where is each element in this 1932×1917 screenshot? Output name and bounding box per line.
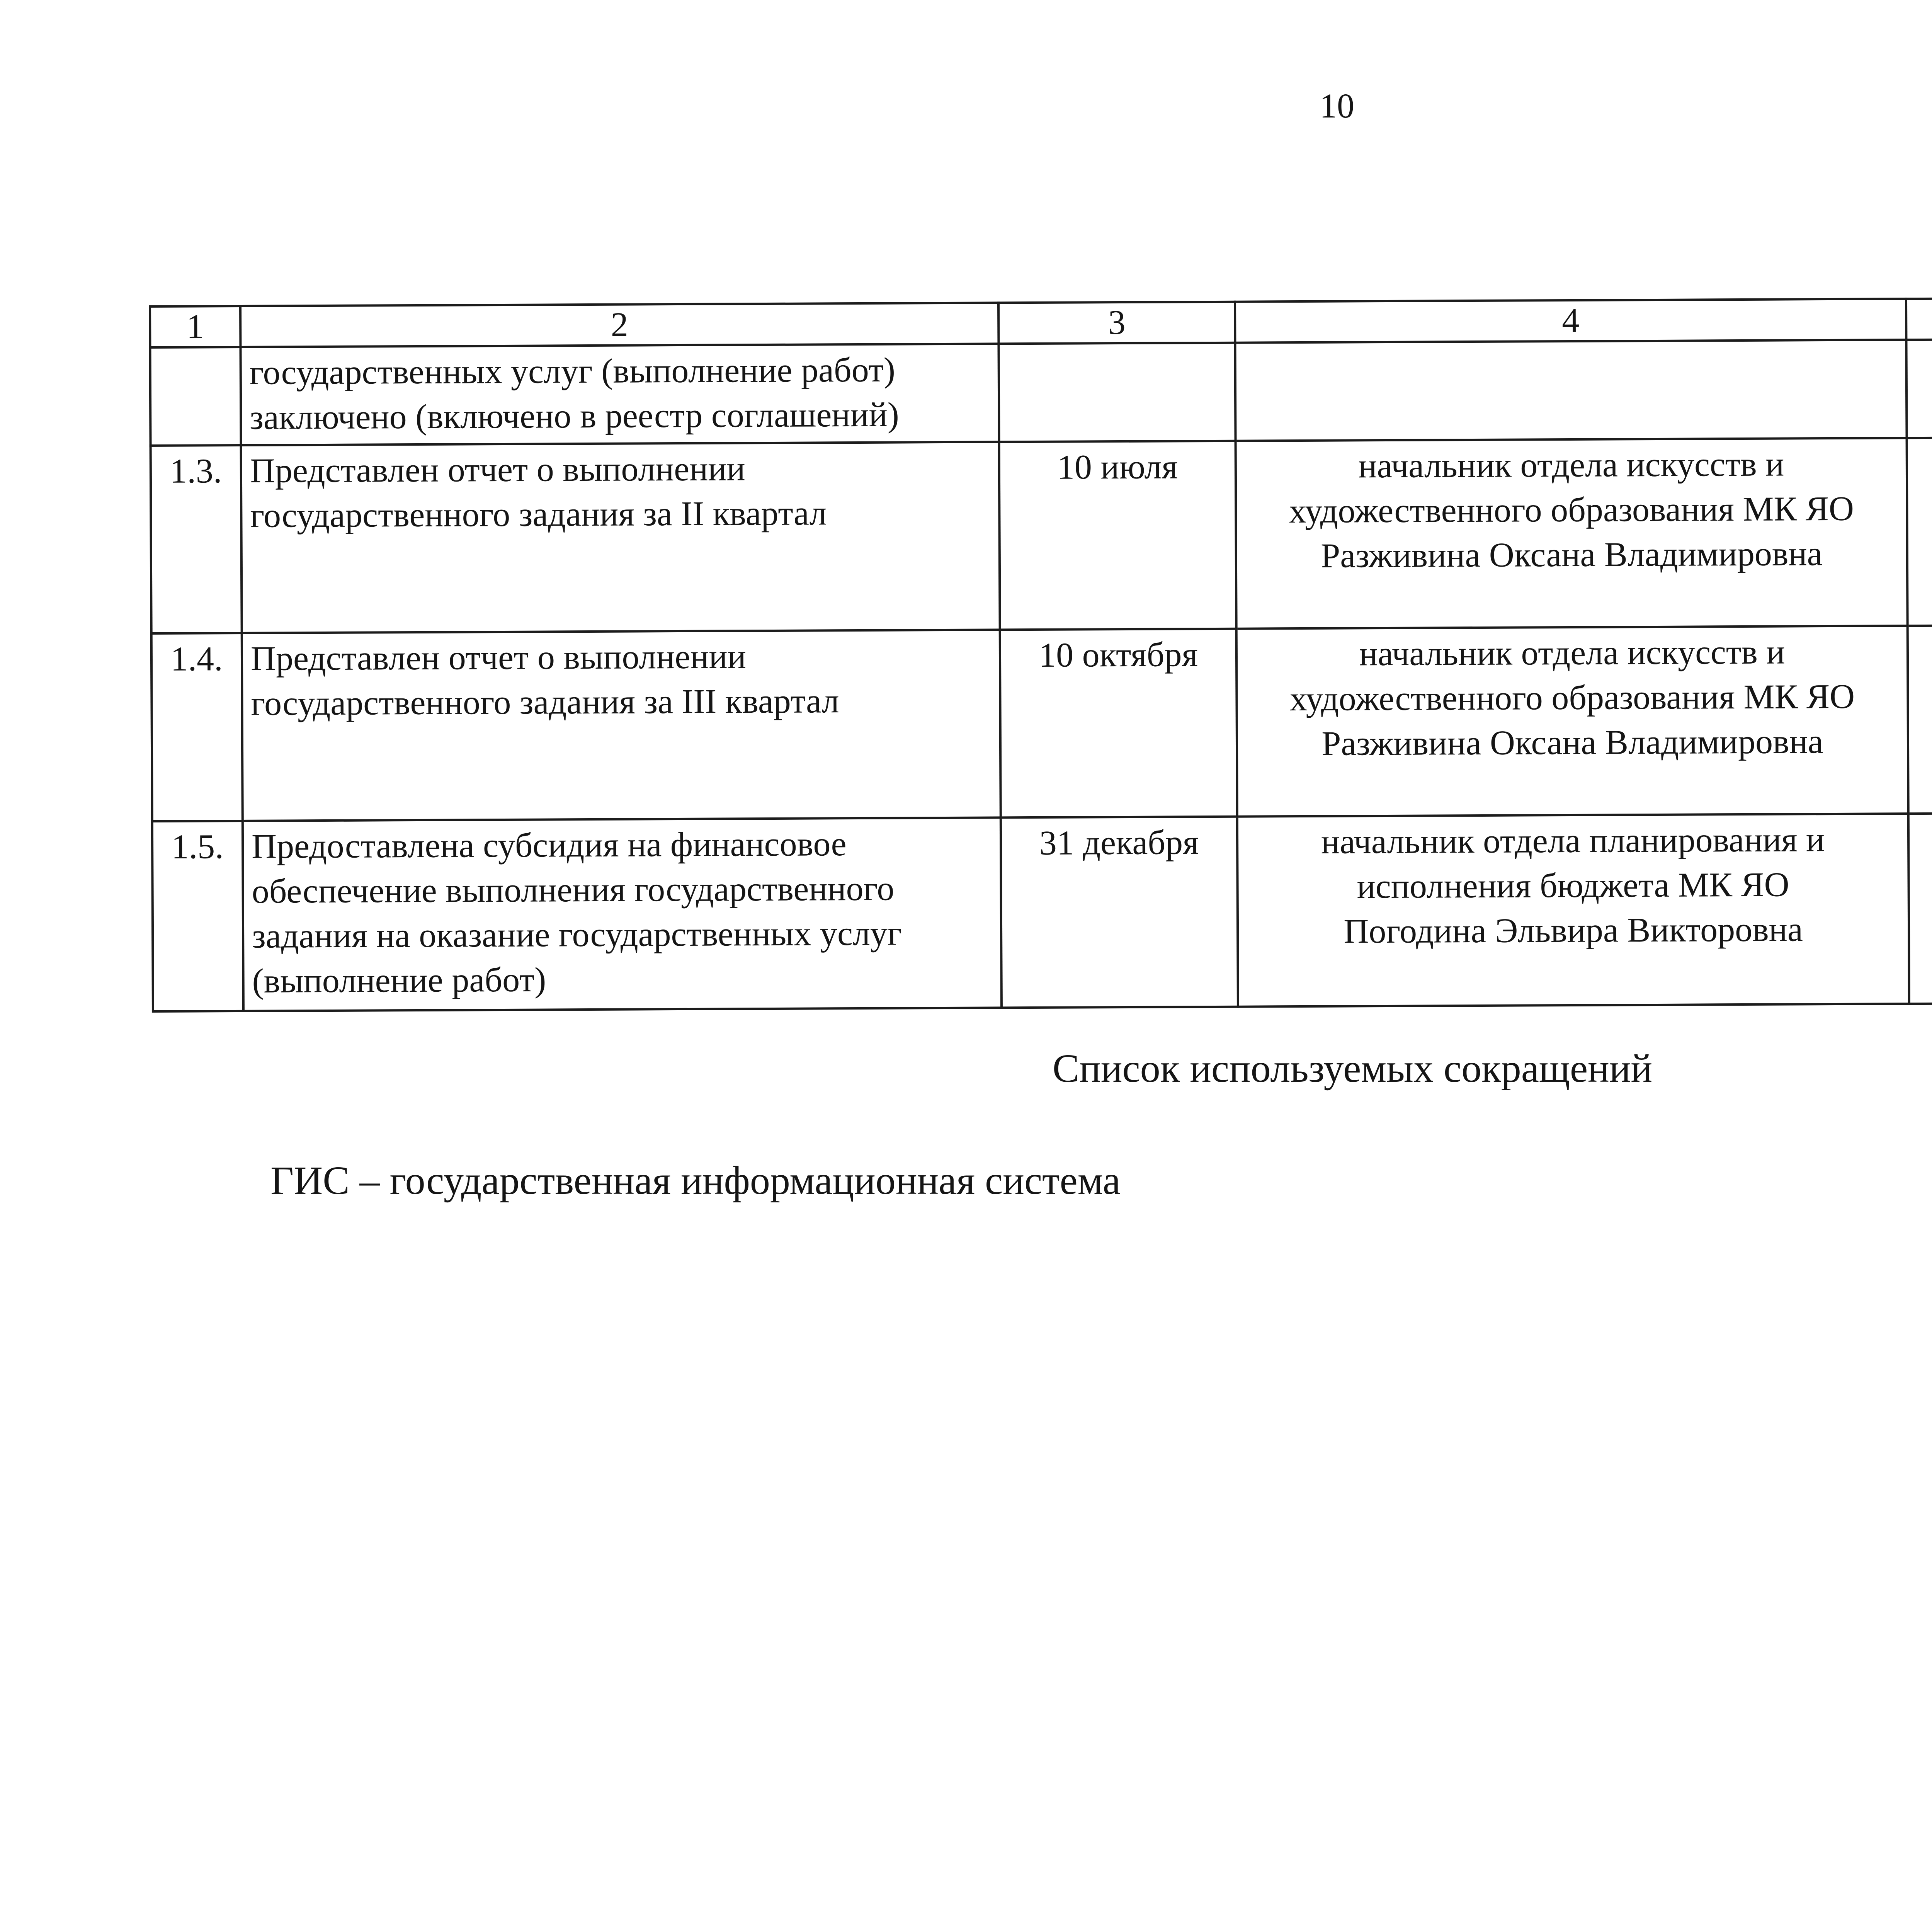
- row-result-cell: [1908, 812, 1932, 1004]
- row-result-cell: [1907, 436, 1932, 626]
- header-cell-1: 1: [150, 306, 240, 347]
- table-row: [151, 623, 1932, 821]
- row-term-cell: 10 октября: [1000, 629, 1237, 818]
- row-number-cell: [150, 347, 241, 446]
- abbreviations-title: Список используемых сокращений: [1052, 1046, 1653, 1091]
- row-term-cell: 31 декабря: [1001, 817, 1238, 1008]
- row-term-cell: [998, 343, 1235, 442]
- header-cell-5: [1906, 297, 1932, 340]
- row-number-cell: 1.3.: [151, 445, 242, 633]
- row-text-cell: Предоставлена субсидия на финансовое обеспечение выполнения государственного задания на оказание государственных услуг (выполнение работ): [243, 817, 1002, 1011]
- row-text-cell: Представлен отчет о выполнении государственного задания за III квартал: [242, 630, 1001, 821]
- table-row: [152, 811, 1932, 1011]
- row-responsible-cell: [1235, 340, 1906, 441]
- row-text-cell: государственных услуг (выполнение работ) заключено (включено в реестр соглашений): [240, 344, 999, 445]
- row-responsible-cell: начальник отдела искусств и художественного образования МК ЯО Разживина Оксана Владимировна: [1236, 626, 1908, 817]
- abbreviation-item: ГИС – государственная информационная система: [270, 1158, 1121, 1203]
- header-cell-4: 4: [1235, 299, 1906, 343]
- row-result-cell: [1906, 338, 1932, 438]
- row-responsible-cell: начальник отдела планирования и исполнения бюджета МК ЯО Погодина Эльвира Викторовна: [1237, 814, 1909, 1007]
- row-term-cell: 10 июля: [999, 441, 1236, 630]
- row-responsible-cell: начальник отдела искусств и художественного образования МК ЯО Разживина Оксана Владимировна: [1236, 438, 1908, 629]
- table-header-row: [150, 296, 1932, 347]
- page-number: 10: [1320, 87, 1354, 125]
- table-row: [151, 435, 1932, 633]
- row-number-cell: 1.4.: [151, 633, 243, 821]
- row-result-cell: [1908, 624, 1932, 814]
- row-text-cell: Представлен отчет о выполнении государственного задания за II квартал: [241, 442, 1000, 633]
- header-cell-2: 2: [240, 303, 998, 347]
- plan-table: [149, 295, 1932, 1013]
- header-cell-3: 3: [998, 302, 1235, 344]
- plan-table-container: [149, 295, 1932, 1013]
- row-number-cell: 1.5.: [152, 821, 243, 1011]
- table-row-continuation: [150, 337, 1932, 446]
